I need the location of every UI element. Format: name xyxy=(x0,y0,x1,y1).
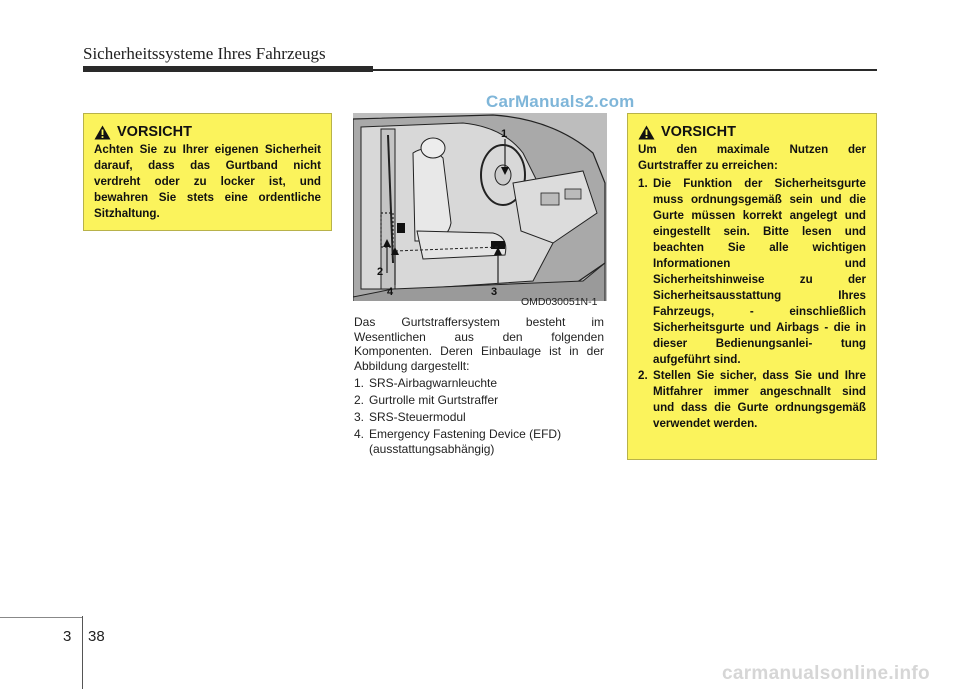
intro-paragraph: Das Gurtstraffersystem besteht im Wesentlichen aus den folgenden Komponenten. Deren Einbaulage ist in der Abbildung dargestellt: xyxy=(354,315,604,373)
callout-1: 1 xyxy=(501,128,508,140)
car-interior-drawing xyxy=(353,113,607,310)
warning-icon xyxy=(638,125,655,140)
caution-body-left: Achten Sie zu Ihrer eigenen Sicherheit darauf, dass das Gurtband nicht verdreht oder zu locker ist, und bewahren Sie stets eine ordentliche Sitzhaltung. xyxy=(94,143,321,220)
list-item: 1. SRS-Airbagwarnleuchte xyxy=(354,376,498,390)
chapter-number: 3 xyxy=(63,628,72,645)
page-number: 38 xyxy=(88,628,105,645)
footer-rule xyxy=(0,617,82,618)
list-item: 1. Die Funktion der Sicherheitsgurte muss ordnungsgemäß sein und die Gurte müssen korrekt angelegt und eingestellt sein. Bitte lesen und beachten Sie alle wichtigen Informationen und Sicherheitshinweise zu der Sicherheitsausstattung Ihres Fahrzeugs, - einschließlich Sicherheitsgurte und Airbags - die in dieser Bedienungsanlei- tung aufgeführt sind. xyxy=(638,177,866,366)
watermark-top: CarManuals2.com xyxy=(486,92,635,111)
page-header-title: Sicherheitssysteme Ihres Fahrzeugs xyxy=(83,44,326,63)
caution-header-left xyxy=(94,124,321,140)
component-list xyxy=(354,376,606,459)
caution-box-left xyxy=(83,113,332,231)
list-item: 4. Emergency Fastening Device (EFD) (ausstattungsabhängig) xyxy=(354,427,562,456)
list-item: 2. Gurtrolle mit Gurtstraffer xyxy=(354,393,499,407)
vehicle-interior-illustration xyxy=(353,113,607,310)
list-item: 3. SRS-Steuermodul xyxy=(354,410,466,424)
list-item: 2. Stellen Sie sicher, dass Sie und Ihre Mitfahrer immer angeschnallt sind und dass die Gurte ordnungsgemäß verwendet werden. xyxy=(638,369,866,430)
caution-intro-right: Um den maximale Nutzen der Gurtstraffer zu erreichen: xyxy=(638,143,866,172)
watermark-bottom: carmanualsonline.info xyxy=(722,663,930,684)
header-rule-thin xyxy=(373,69,877,71)
callout-2: 2 xyxy=(377,266,384,278)
footer-divider xyxy=(82,616,83,689)
callout-3: 3 xyxy=(491,286,498,298)
caution-list-right xyxy=(638,176,866,432)
warning-icon xyxy=(94,125,111,140)
caution-box-right xyxy=(627,113,877,460)
header-rule-thick xyxy=(83,66,373,72)
callout-4: 4 xyxy=(387,286,394,298)
caution-title-left: VORSICHT xyxy=(117,124,192,140)
caution-header-right xyxy=(638,124,866,140)
caution-title-right: VORSICHT xyxy=(661,124,736,140)
illustration-code: OMD030051N-1 xyxy=(521,296,598,308)
